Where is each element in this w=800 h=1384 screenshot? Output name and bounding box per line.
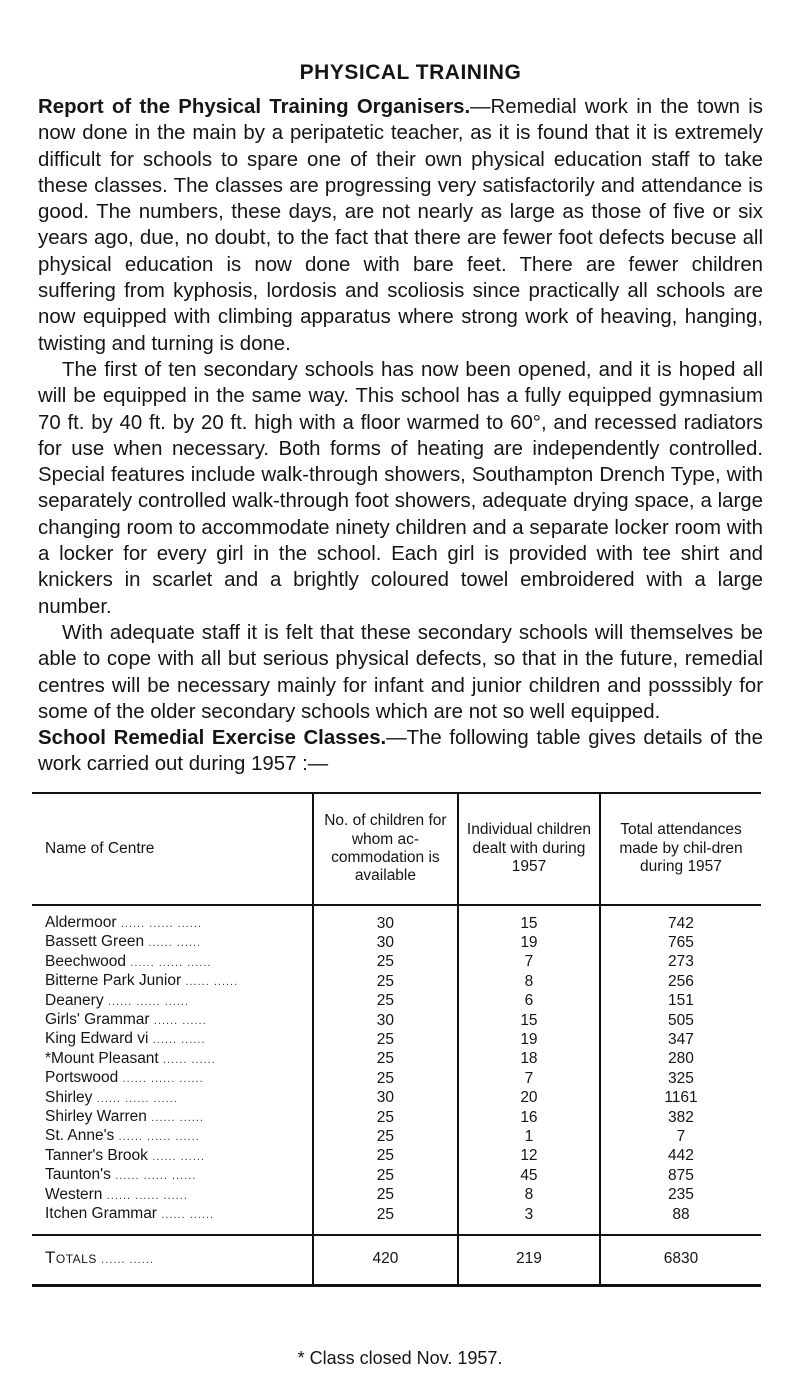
- children-cell: 3: [458, 1205, 600, 1234]
- attendances-cell: 88: [600, 1205, 761, 1234]
- centre-name: Girls' Grammar: [45, 1011, 150, 1029]
- centre-name-cell: [32, 953, 313, 972]
- attendances-cell: 742: [600, 905, 761, 933]
- accommodation-cell: 25: [313, 1205, 458, 1234]
- leader-dots: ...... ......: [153, 1015, 207, 1028]
- attendances-cell: 280: [600, 1050, 761, 1069]
- centre-name: King Edward vi: [45, 1030, 149, 1048]
- remedial-classes-paragraph: [38, 725, 763, 778]
- footnote: * Class closed Nov. 1957.: [297, 1348, 503, 1368]
- centre-name-cell: [32, 1011, 313, 1030]
- leader-dots: ...... ......: [101, 1254, 154, 1267]
- totals-children: 219: [458, 1235, 600, 1286]
- leader-dots: ...... ......: [148, 937, 202, 950]
- centre-name-cell: [32, 1205, 313, 1234]
- centre-name: *Mount Pleasant: [45, 1049, 159, 1067]
- accommodation-cell: 25: [313, 953, 458, 972]
- table-row: [32, 1108, 761, 1127]
- table-header-row: [32, 793, 761, 905]
- table-row: [32, 1050, 761, 1069]
- attendances-cell: 1161: [600, 1089, 761, 1108]
- table-row: [32, 1147, 761, 1166]
- centre-name-cell: [32, 1186, 313, 1205]
- leader-dots: ...... ...... ......: [122, 1073, 204, 1086]
- attendances-cell: 765: [600, 933, 761, 952]
- staff-paragraph: With adequate staff it is felt that these secondary schools will themselves be able to cope with all but serious physical defects, so that in the future, remedial centres will be necessary mainly for infant and junior children and posssibly for some of the older secondary schools which are not so well equipped.: [38, 621, 763, 723]
- leader-dots: ...... ...... ......: [115, 1170, 197, 1183]
- centre-name: Western: [45, 1185, 103, 1203]
- children-cell: 8: [458, 1186, 600, 1205]
- table-row: [32, 1030, 761, 1049]
- centre-name: Bassett Green: [45, 933, 145, 951]
- centre-name: Beechwood: [45, 952, 127, 970]
- children-cell: 6: [458, 992, 600, 1011]
- children-cell: 18: [458, 1050, 600, 1069]
- accommodation-cell: 25: [313, 1069, 458, 1088]
- accommodation-cell: 30: [313, 1011, 458, 1030]
- totals-accommodation: 420: [313, 1235, 458, 1286]
- header-total-attendances: Total attendances made by chil-dren during 1957: [600, 793, 761, 905]
- accommodation-cell: 25: [313, 1147, 458, 1166]
- leader-dots: ...... ...... ......: [96, 1092, 178, 1105]
- leader-dots: ...... ......: [152, 1150, 205, 1163]
- accommodation-cell: 25: [313, 972, 458, 991]
- centre-name: Bitterne Park Junior: [45, 972, 182, 990]
- leader-dots: ...... ......: [152, 1034, 206, 1047]
- leader-dots: ...... ......: [161, 1209, 215, 1222]
- leader-dots: ...... ...... ......: [130, 956, 212, 969]
- page-title: PHYSICAL TRAINING: [299, 61, 522, 84]
- table-row: [32, 1011, 761, 1030]
- gymnasium-paragraph: The first of ten secondary schools has now been opened, and it is hoped all will be equipped in the same way. This school has a fully equipped gymnasium 70 ft. by 40 ft. by 20 ft. high with a floor warmed to 60°, and recessed radiators for use when necessary. Both forms of heating are independently controlled. Special features include walk-through showers, Southampton Drench Type, with separately controlled walk-through foot showers, adequate drying space, a large changing room to accommodate ninety children and a separate locker room with a locker for every girl in the school. Each girl is provided with tee shirt and knickers in scarlet and a brightly coloured towel embroidered with a large number.: [38, 358, 763, 618]
- accommodation-cell: 30: [313, 1089, 458, 1108]
- leader-dots: ...... ...... ......: [106, 1189, 188, 1202]
- report-heading: Report of the Physical Training Organisers.: [38, 96, 471, 118]
- accommodation-cell: 30: [313, 905, 458, 933]
- attendances-cell: 151: [600, 992, 761, 1011]
- children-cell: 45: [458, 1166, 600, 1185]
- attendances-cell: 442: [600, 1147, 761, 1166]
- accommodation-cell: 25: [313, 1030, 458, 1049]
- children-cell: 19: [458, 1030, 600, 1049]
- centre-name-cell: [32, 992, 313, 1011]
- accommodation-cell: 25: [313, 1050, 458, 1069]
- centre-name-cell: [32, 1050, 313, 1069]
- centre-name-cell: [32, 905, 313, 933]
- table-row: [32, 1186, 761, 1205]
- table-row: [32, 1166, 761, 1185]
- totals-attendances: 6830: [600, 1235, 761, 1286]
- header-individual-children: Individual children dealt with during 1957: [458, 793, 600, 905]
- accommodation-cell: 25: [313, 1108, 458, 1127]
- children-cell: 20: [458, 1089, 600, 1108]
- centre-name-cell: [32, 1069, 313, 1088]
- children-cell: 1: [458, 1127, 600, 1146]
- totals-label-cell: [32, 1235, 313, 1286]
- accommodation-cell: 25: [313, 1127, 458, 1146]
- accommodation-cell: 30: [313, 933, 458, 952]
- header-name-of-centre: Name of Centre: [32, 793, 313, 905]
- attendances-cell: 273: [600, 953, 761, 972]
- attendances-cell: 347: [600, 1030, 761, 1049]
- centre-name-cell: [32, 1030, 313, 1049]
- report-text: —Remedial work in the town is now done in the main by a peripatetic teacher, as it is found that it is extremely difficult for schools to spare one of their own physical education staff to take these classes. The classes are progressing very satisfactorily and attendance is good. The numbers, these days, are not nearly as large as those of five or six years ago, due, no doubt, to the fact that there are fewer foot defects becuse all physical education is now done with bare feet. There are fewer children suffering from kyphosis, lordosis and scoliosis since practically all schools are now equipped with climbing apparatus where strong work of heaving, hanging, twisting and turning is done.: [38, 96, 763, 355]
- centre-name: Itchen Grammar: [45, 1205, 157, 1223]
- table-row: [32, 1089, 761, 1108]
- leader-dots: ...... ......: [163, 1053, 216, 1066]
- accommodation-cell: 25: [313, 1166, 458, 1185]
- centre-name: Tanner's Brook: [45, 1146, 148, 1164]
- centre-name: Shirley Warren: [45, 1108, 147, 1126]
- leader-dots: ...... ......: [185, 976, 239, 989]
- attendances-cell: 505: [600, 1011, 761, 1030]
- centre-name: Deanery: [45, 991, 104, 1009]
- children-cell: 15: [458, 1011, 600, 1030]
- centre-name: Taunton's: [45, 1166, 111, 1184]
- table-row: [32, 992, 761, 1011]
- document-page: [38, 58, 763, 778]
- centre-name-cell: [32, 933, 313, 952]
- accommodation-cell: 25: [313, 1186, 458, 1205]
- leader-dots: ...... ......: [151, 1112, 204, 1125]
- leader-dots: ...... ...... ......: [107, 995, 190, 1008]
- centre-name-cell: [32, 972, 313, 991]
- header-accommodation: No. of children for whom ac-commodation is available: [313, 793, 458, 905]
- totals-label: Totals: [45, 1248, 97, 1268]
- remedial-centres-table: [32, 792, 761, 1287]
- attendances-cell: 235: [600, 1186, 761, 1205]
- centre-name: Portswood: [45, 1069, 119, 1087]
- centre-name: Aldermoor: [45, 914, 117, 931]
- centre-name-cell: [32, 1166, 313, 1185]
- children-cell: 7: [458, 953, 600, 972]
- accommodation-cell: 25: [313, 992, 458, 1011]
- attendances-cell: 382: [600, 1108, 761, 1127]
- table-row: [32, 1069, 761, 1088]
- remedial-classes-heading: School Remedial Exercise Classes.: [38, 727, 387, 750]
- centre-name: St. Anne's: [45, 1127, 115, 1145]
- centre-name-cell: [32, 1147, 313, 1166]
- centre-name-cell: [32, 1089, 313, 1108]
- report-paragraph: [38, 94, 763, 357]
- leader-dots: ...... ...... ......: [120, 918, 202, 930]
- attendances-cell: 875: [600, 1166, 761, 1185]
- attendances-cell: 325: [600, 1069, 761, 1088]
- remedial-classes-text: —The following table gives details of the work carried out during 1957 :—: [38, 727, 763, 776]
- children-cell: 12: [458, 1147, 600, 1166]
- attendances-cell: 256: [600, 972, 761, 991]
- totals-row: [32, 1235, 761, 1286]
- table-row: [32, 933, 761, 952]
- leader-dots: ...... ...... ......: [118, 1131, 200, 1144]
- children-cell: 19: [458, 933, 600, 952]
- centre-name-cell: [32, 1127, 313, 1146]
- table-row: [32, 972, 761, 991]
- children-cell: 8: [458, 972, 600, 991]
- table-row: [32, 1127, 761, 1146]
- table-row: [32, 953, 761, 972]
- children-cell: 16: [458, 1108, 600, 1127]
- centre-name: Shirley: [45, 1088, 93, 1106]
- attendances-cell: 7: [600, 1127, 761, 1146]
- table-row: [32, 1205, 761, 1234]
- table-row: [32, 905, 761, 933]
- centre-name-cell: [32, 1108, 313, 1127]
- children-cell: 7: [458, 1069, 600, 1088]
- children-cell: 15: [458, 905, 600, 933]
